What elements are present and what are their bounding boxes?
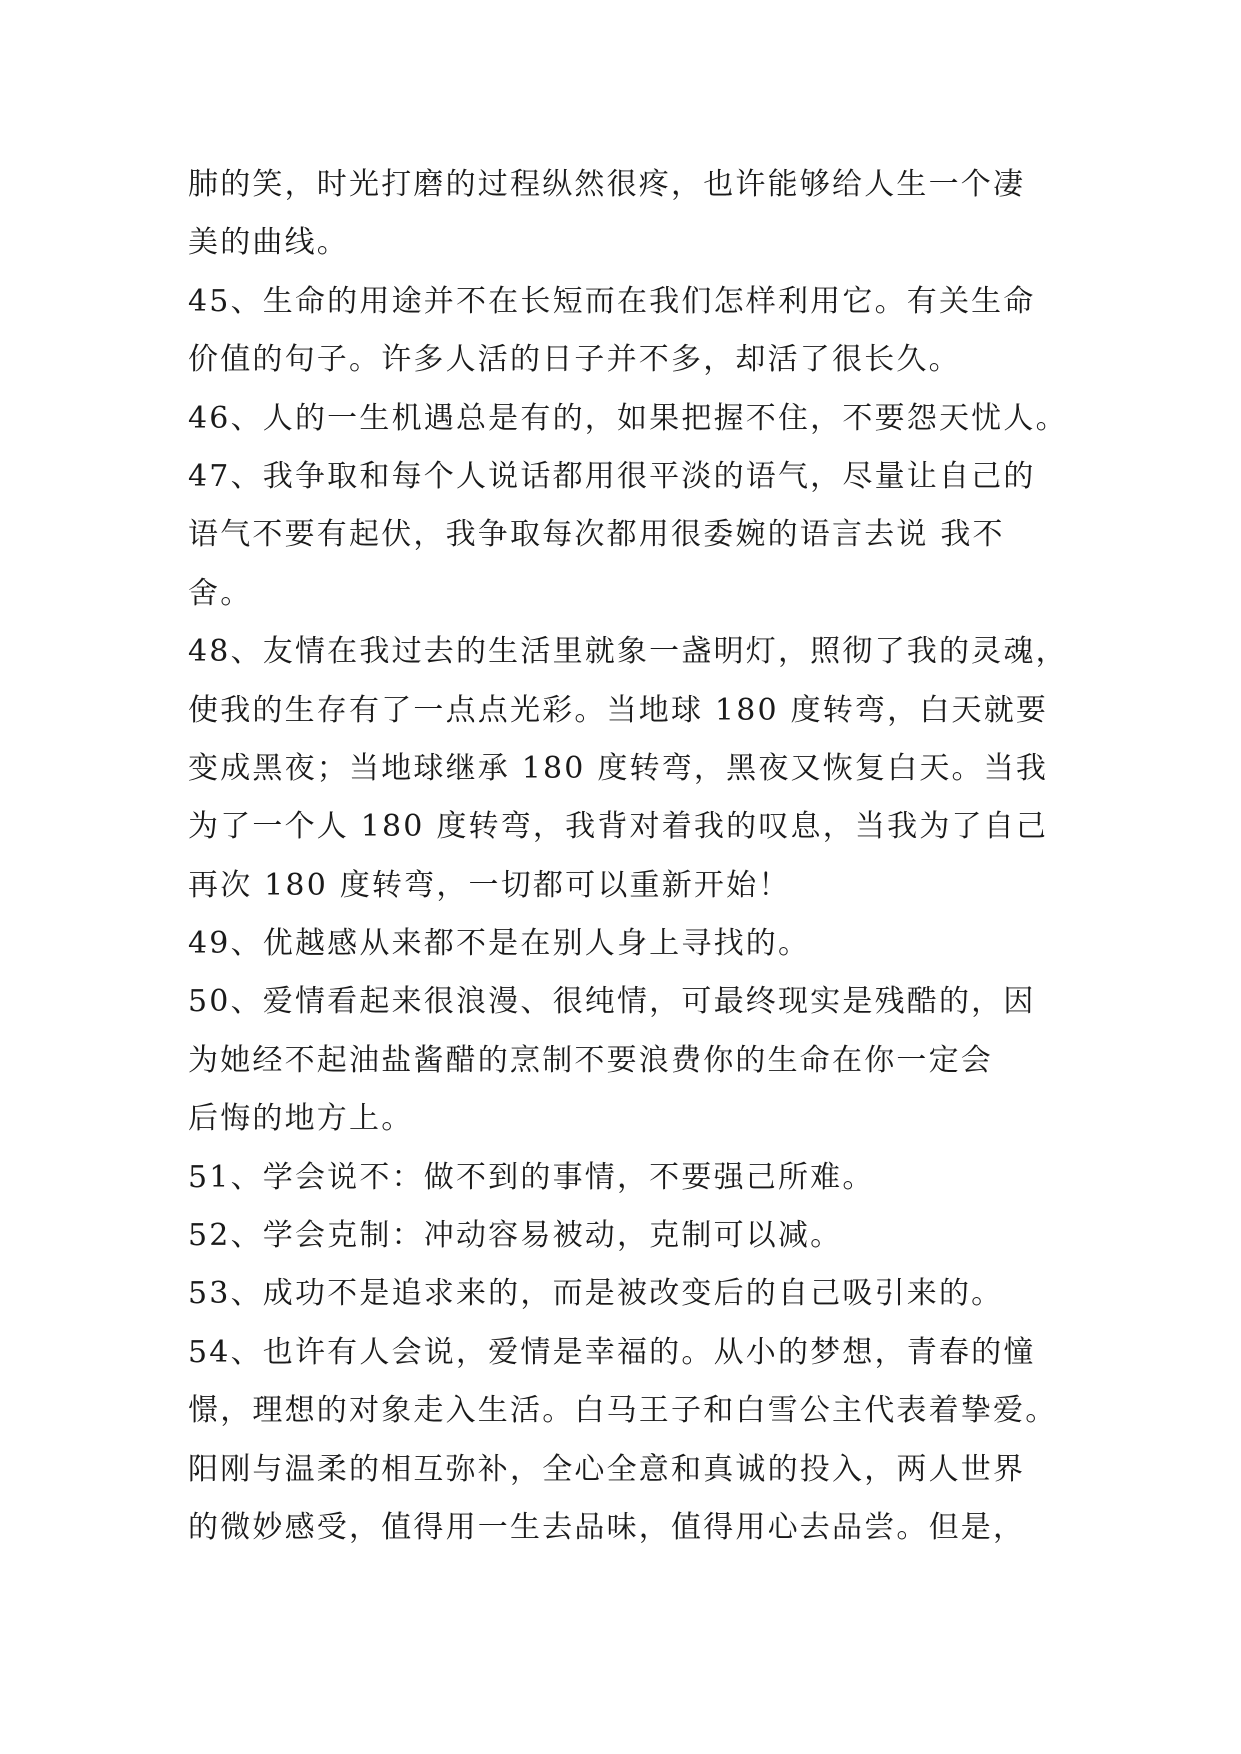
document-body	[188, 156, 1068, 1557]
text-line: 52、学会克制：冲动容易被动，克制可以减。	[188, 1218, 843, 1254]
text-line: 为她经不起油盐酱醋的烹制不要浪费你的生命在你一定会	[188, 1042, 993, 1078]
text-line: 49、优越感从来都不是在别人身上寻找的。	[188, 926, 811, 962]
text-line: 46、人的一生机遇总是有的，如果把握不住，不要怨天忧人。	[188, 400, 1068, 436]
text-line: 54、也许有人会说，爱情是幸福的。从小的梦想，青春的憧	[188, 1334, 1036, 1370]
text-line: 舍。	[188, 575, 253, 611]
text-line: 美的曲线。	[188, 225, 349, 261]
text-line: 48、友情在我过去的生活里就象一盏明灯，照彻了我的灵魂，	[188, 634, 1068, 670]
text-line: 53、成功不是追求来的，而是被改变后的自己吸引来的。	[188, 1276, 1004, 1312]
text-line: 使我的生存有了一点点光彩。当地球 180 度转弯，白天就要	[188, 692, 1049, 728]
text-line: 阳刚与温柔的相互弥补，全心全意和真诚的投入，两人世界	[188, 1451, 1026, 1487]
text-line: 价值的句子。许多人活的日子并不多，却活了很长久。	[188, 342, 961, 378]
text-line: 变成黑夜；当地球继承 180 度转弯，黑夜又恢复白天。当我	[188, 750, 1049, 786]
text-line: 憬，理想的对象走入生活。白马王子和白雪公主代表着挚爱。	[188, 1393, 1058, 1429]
text-line: 45、生命的用途并不在长短而在我们怎样利用它。有关生命	[188, 283, 1036, 319]
text-line: 为了一个人 180 度转弯，我背对着我的叹息，当我为了自己	[188, 809, 1049, 845]
text-line: 语气不要有起伏，我争取每次都用很委婉的语言去说 我不	[188, 517, 1005, 553]
text-line: 47、我争取和每个人说话都用很平淡的语气，尽量让自己的	[188, 458, 1036, 494]
text-line: 后悔的地方上。	[188, 1101, 414, 1137]
text-line: 51、学会说不：做不到的事情，不要强己所难。	[188, 1159, 875, 1195]
text-line: 再次 180 度转弯，一切都可以重新开始！	[188, 867, 791, 903]
text-line: 的微妙感受，值得用一生去品味，值得用心去品尝。但是，	[188, 1509, 1026, 1545]
text-line: 50、爱情看起来很浪漫、很纯情，可最终现实是残酷的，因	[188, 984, 1036, 1020]
text-line: 肺的笑，时光打磨的过程纵然很疼，也许能够给人生一个凄	[188, 167, 1026, 202]
